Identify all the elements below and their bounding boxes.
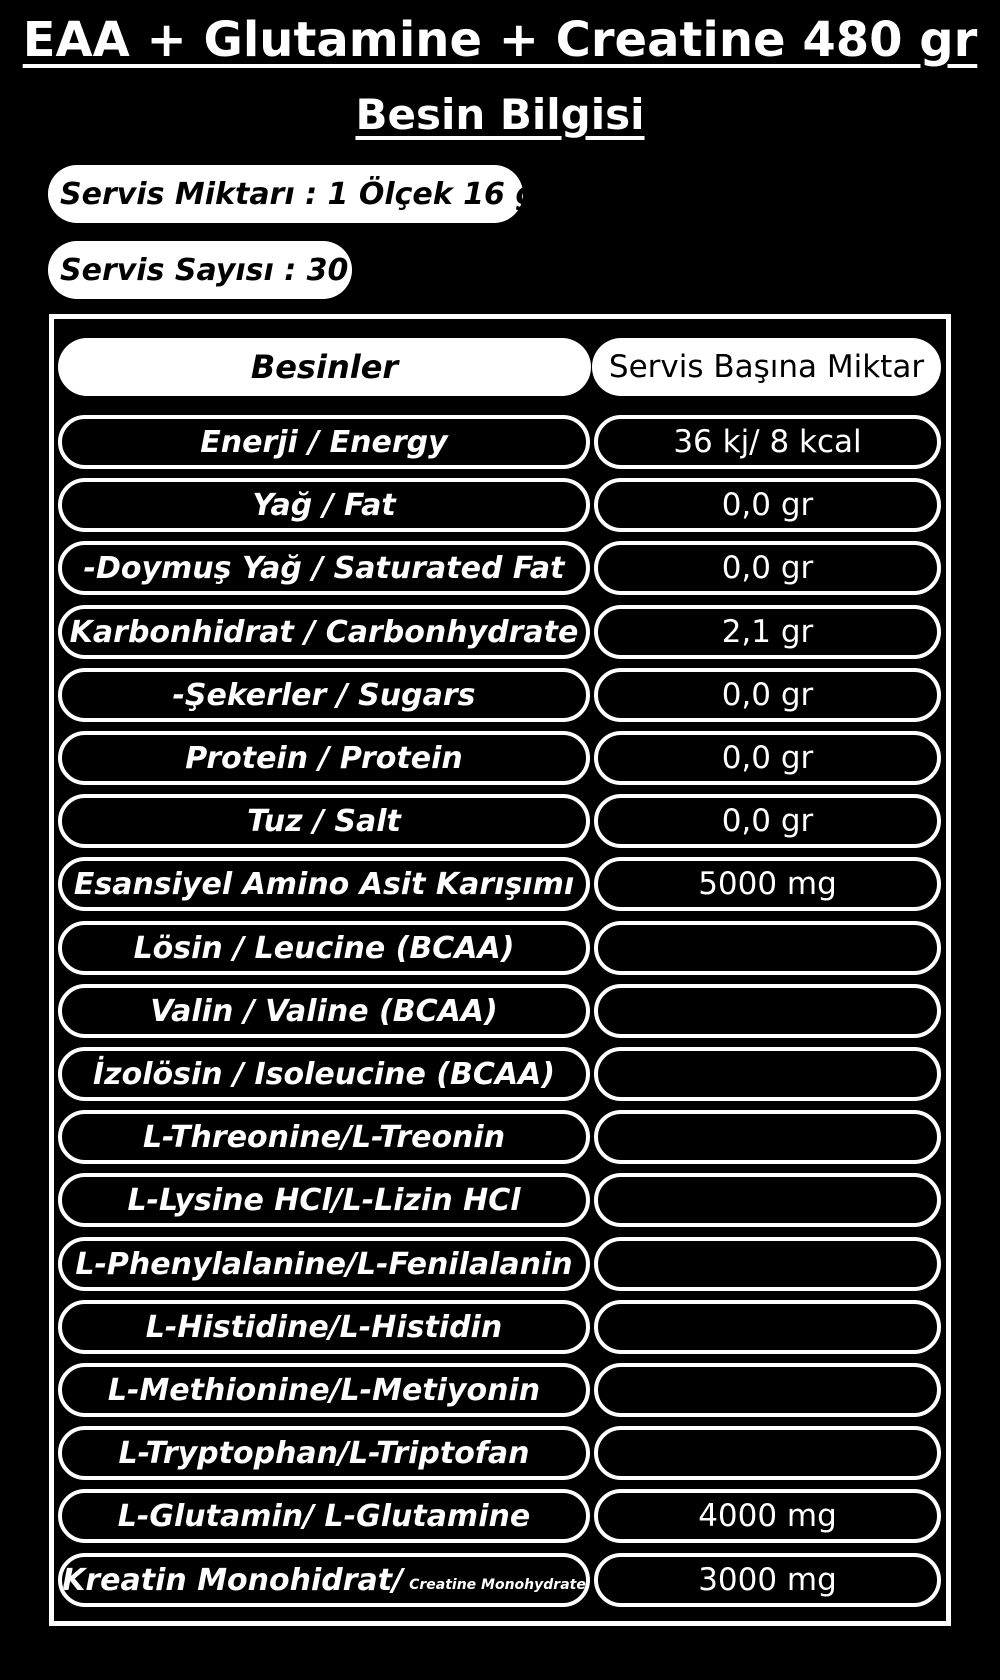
header-amount-per-serving: Servis Başına Miktar [592, 338, 941, 396]
nutrient-amount: 0,0 gr [594, 478, 941, 532]
header-nutrients: Besinler [58, 338, 591, 396]
nutrient-name [58, 478, 590, 532]
page-subtitle: Besin Bilgisi [355, 90, 645, 139]
nutrient-amount: 2,1 gr [594, 605, 941, 659]
nutrient-name-suffix: Creatine Monohydrate [409, 1577, 586, 1593]
table-row [58, 1363, 941, 1417]
nutrient-amount [594, 1047, 941, 1101]
page-title: EAA + Glutamine + Creatine 480 gr [22, 12, 978, 68]
nutrient-name [58, 984, 590, 1038]
nutrient-name-text: L-Methionine/L-Metiyonin [107, 1372, 541, 1408]
nutrient-name-text: L-Threonine/L-Treonin [142, 1119, 506, 1155]
nutrient-amount: 4000 mg [594, 1489, 941, 1543]
nutrient-name [58, 415, 590, 469]
nutrient-name [58, 605, 590, 659]
nutrient-name [58, 541, 590, 595]
nutrient-name [58, 1237, 590, 1291]
nutrient-amount [594, 984, 941, 1038]
nutrient-amount: 36 kj/ 8 kcal [594, 415, 941, 469]
nutrient-name-text: L-Tryptophan/L-Triptofan [118, 1435, 530, 1471]
nutrient-name-text: Tuz / Salt [247, 803, 401, 839]
nutrient-name-text: Yağ / Fat [252, 487, 396, 523]
nutrient-name [58, 1426, 590, 1480]
table-row [58, 668, 941, 722]
nutrient-name-text: -Doymuş Yağ / Saturated Fat [83, 550, 565, 586]
nutrient-name-text: Karbonhidrat / Carbonhydrate [69, 614, 579, 650]
nutrient-name-text: -Şekerler / Sugars [172, 677, 476, 713]
nutrient-name [58, 1110, 590, 1164]
nutrient-name [58, 1553, 590, 1607]
nutrient-name-text: L-Phenylalanine/L-Fenilalanin [75, 1246, 573, 1282]
table-row [58, 794, 941, 848]
nutrient-name [58, 668, 590, 722]
table-row [58, 1489, 941, 1543]
nutrient-name [58, 1300, 590, 1354]
table-row [58, 1300, 941, 1354]
nutrient-name-text: İzolösin / Isoleucine (BCAA) [92, 1056, 556, 1092]
nutrient-amount: 0,0 gr [594, 668, 941, 722]
nutrient-name-text: Kreatin Monohidrat/ [62, 1562, 404, 1598]
nutrient-amount: 0,0 gr [594, 794, 941, 848]
nutrient-amount [594, 1426, 941, 1480]
table-row [58, 415, 941, 469]
serving-count-badge: Servis Sayısı : 30 [48, 241, 352, 299]
nutrient-name [58, 1363, 590, 1417]
nutrient-name-text: Esansiyel Amino Asit Karışımı [73, 866, 575, 902]
nutrient-name-text: L-Histidine/L-Histidin [145, 1309, 503, 1345]
nutrient-amount [594, 1173, 941, 1227]
table-row [58, 984, 941, 1038]
table-row [58, 1237, 941, 1291]
nutrient-amount: 0,0 gr [594, 541, 941, 595]
nutrient-amount: 0,0 gr [594, 731, 941, 785]
nutrient-name [58, 1173, 590, 1227]
nutrient-name-text: Lösin / Leucine (BCAA) [133, 930, 515, 966]
nutrient-name-text: L-Glutamin/ L-Glutamine [117, 1498, 531, 1534]
nutrient-amount [594, 1237, 941, 1291]
nutrient-amount [594, 1363, 941, 1417]
nutrient-name-text: Enerji / Energy [200, 424, 448, 460]
serving-size-badge: Servis Miktarı : 1 Ölçek 16 gr [48, 165, 523, 223]
nutrient-name [58, 1047, 590, 1101]
nutrient-amount: 3000 mg [594, 1553, 941, 1607]
nutrient-name [58, 1489, 590, 1543]
nutrient-amount [594, 1300, 941, 1354]
table-row [58, 605, 941, 659]
table-row [58, 1110, 941, 1164]
nutrient-name [58, 857, 590, 911]
nutrient-amount [594, 921, 941, 975]
nutrient-amount: 5000 mg [594, 857, 941, 911]
nutrient-name-text: Valin / Valine (BCAA) [150, 993, 498, 1029]
nutrient-name-text: L-Lysine HCl/L-Lizin HCl [127, 1182, 521, 1218]
table-row [58, 1426, 941, 1480]
table-row [58, 478, 941, 532]
nutrient-amount [594, 1110, 941, 1164]
table-row [58, 1047, 941, 1101]
nutrient-name [58, 794, 590, 848]
nutrient-name [58, 921, 590, 975]
table-row [58, 1173, 941, 1227]
table-row [58, 857, 941, 911]
table-row [58, 921, 941, 975]
table-row [58, 731, 941, 785]
table-row [58, 1553, 941, 1607]
nutrient-name-text: Protein / Protein [185, 740, 463, 776]
nutrient-name [58, 731, 590, 785]
table-row [58, 541, 941, 595]
